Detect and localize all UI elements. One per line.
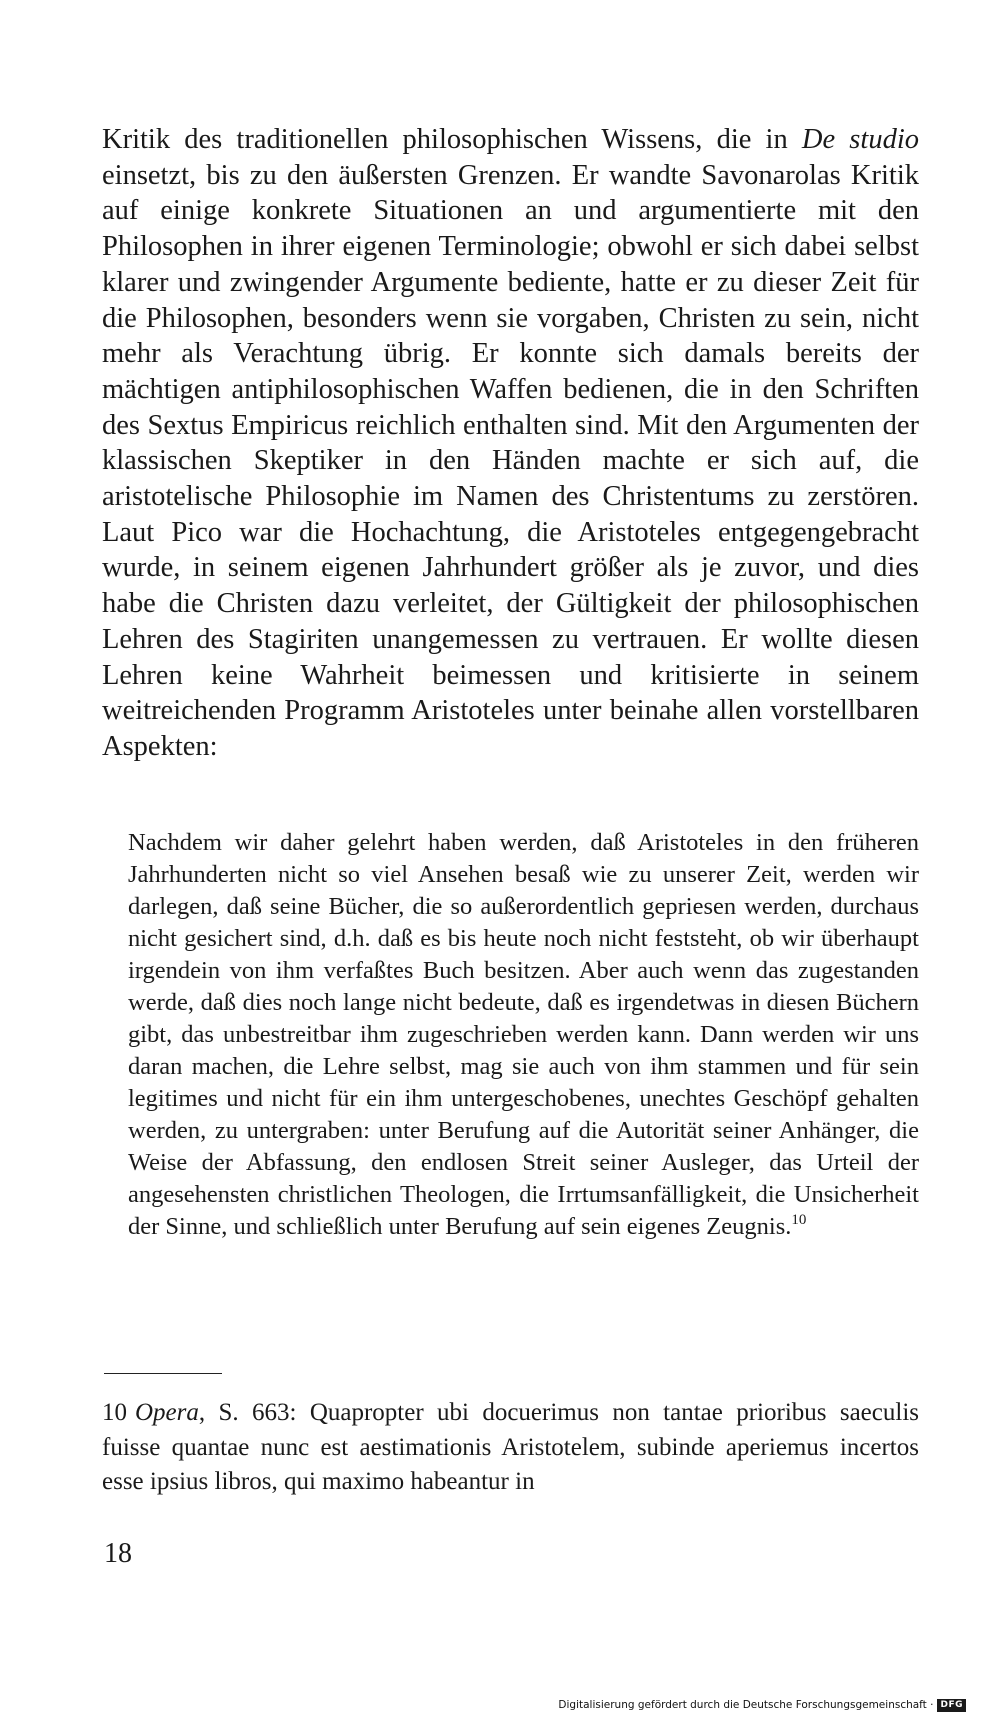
quote-text: Nachdem wir daher gelehrt haben werden, daß Aristoteles in den früheren Jahrhunderten nicht so viel Ansehen besaß wie zu unserer Zeit, werden wir darlegen, daß seine Bücher, die so außerordentlich gepriesen werden, durchaus nicht gesichert sind, d.h. daß es bis heute noch nicht feststeht, ob wir überhaupt irgendein von ihm verfaßtes Buch besitzen. Aber auch wenn das zugestanden werde, daß dies noch lange nicht bedeute, daß es irgendetwas in diesen Büchern gibt, das unbestreitbar ihm zugeschrieben werden kann. Dann werden wir uns daran machen, die Lehre selbst, mag sie auch von ihm stammen und für sein legitimes und nicht für ein ihm untergeschobenes, unechtes Geschöpf gehalten werden, zu untergraben: unter Berufung auf die Autorität seiner Anhänger, die Weise der Abfassung, den endlosen Streit seiner Ausleger, das Urteil der angesehensten christlichen Theologen, die Irrtumsanfälligkeit, die Unsicherheit der Sinne, und schließlich unter Berufung auf sein eigenes Zeugnis. [128, 829, 919, 1240]
footnote-divider [104, 1373, 222, 1374]
dfg-logo: DFG [937, 1699, 966, 1712]
footnote [102, 1396, 919, 1500]
block-quote [128, 827, 919, 1243]
footnote-number: 10 [102, 1399, 127, 1426]
body-paragraph [102, 122, 919, 765]
page-number: 18 [104, 1538, 132, 1569]
footnote-work-title: Opera [135, 1399, 199, 1426]
work-title-de-studio: De studio [801, 124, 919, 155]
body-text-rest: einsetzt, bis zu den äußersten Grenzen. Er wandte Savonarolas Kritik auf einige konkrete Situationen an und argumentierte mit den Philosophen in ihrer eigenen Terminologie; obwohl er sich dabei selbst klarer und zwingender Argumente bediente, hatte er zu dieser Zeit für die Philosophen, besonders wenn sie vorgaben, Christen zu sein, nicht mehr als Verachtung übrig. Er konnte sich damals bereits der mächtigen antiphilosophischen Waffen bedienen, die in den Schriften des Sextus Empiricus reichlich enthalten sind. Mit den Argumenten der klassischen Skeptiker in den Händen machte er sich auf, die aristotelische Philosophie im Namen des Christentums zu zerstören. Laut Pico war die Hochachtung, die Aristoteles entgegengebracht wurde, in seinem eigenen Jahrhundert größer als je zuvor, und dies habe die Christen dazu verleitet, der Gültigkeit der philosophischen Lehren des Stagiriten unangemessen zu vertrauen. Er wollte diesen Lehren keine Wahrheit beimessen und kritisierte in seinem weitreichenden Programm Aristoteles unter beinahe allen vorstellbaren Aspekten: [102, 159, 919, 762]
body-text-start: Kritik des traditionellen philosophischen Wissens, die in [102, 124, 802, 155]
digitization-credit [558, 1698, 966, 1712]
footnote-text: , S. 663: Quapropter ubi docuerimus non tantae prioribus saeculis fuisse quantae nunc est aestimationis Aristotelem, subinde aperiemus incertos esse ipsius libros, qui maximo habeantur in [102, 1399, 919, 1495]
footnote-reference[interactable]: 10 [791, 1212, 807, 1228]
credit-text: Digitalisierung gefördert durch die Deutsche Forschungsgemeinschaft · [558, 1699, 934, 1711]
